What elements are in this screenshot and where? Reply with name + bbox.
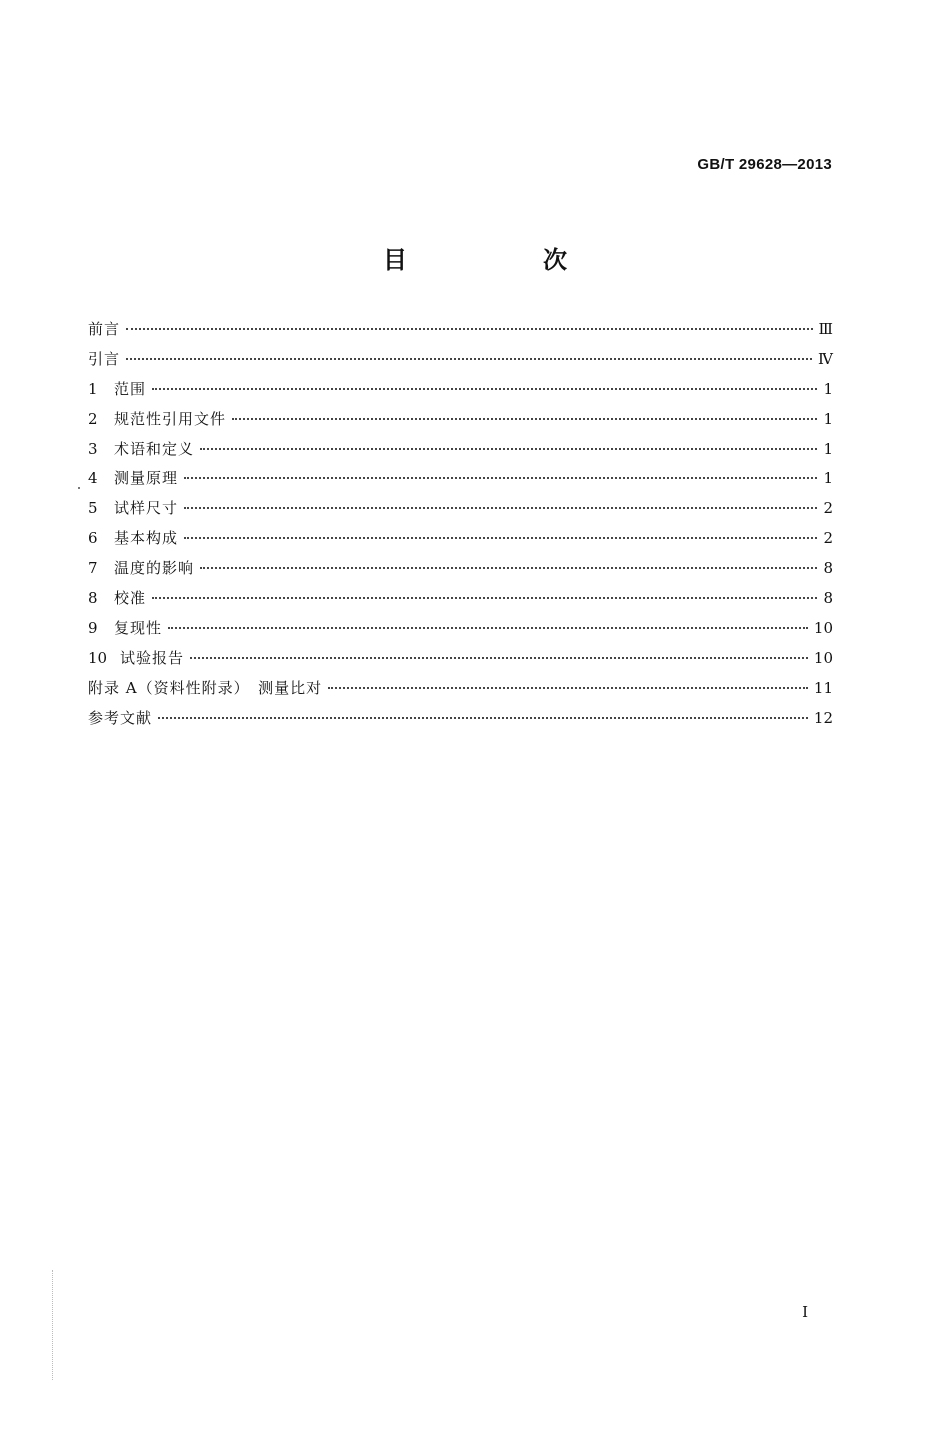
toc-item-number: 4 [88, 469, 98, 488]
dot-leader [328, 687, 808, 689]
toc-item-calibration[interactable] [88, 587, 833, 617]
dot-leader [232, 418, 817, 420]
toc-item-label: 基本构成 [114, 529, 179, 548]
dot-leader [126, 358, 812, 360]
toc-item-label: 前言 [88, 320, 121, 338]
toc-item-number: 9 [88, 618, 98, 637]
toc-item-page: 1 [823, 379, 833, 398]
table-of-contents [88, 318, 833, 736]
toc-item-scope[interactable] [88, 378, 833, 408]
toc-item-label: 温度的影响 [114, 559, 195, 578]
dot-leader [200, 567, 817, 569]
toc-item-specimen-size[interactable] [88, 497, 833, 527]
scan-artifact [52, 1270, 59, 1380]
toc-item-page: Ⅲ [818, 320, 833, 338]
dot-leader [152, 597, 817, 599]
dot-leader [190, 657, 808, 659]
toc-item-label: 引言 [88, 349, 121, 368]
dot-leader [168, 627, 808, 629]
toc-item-bibliography[interactable] [88, 707, 833, 737]
dot-leader [158, 717, 808, 719]
standard-code: GB/T 29628—2013 [697, 156, 832, 173]
toc-item-page: 10 [813, 648, 833, 667]
toc-item-foreword[interactable] [88, 318, 833, 348]
page-title: 目 次 [383, 246, 623, 274]
toc-item-label: 范围 [114, 379, 147, 398]
toc-item-page: 11 [813, 678, 833, 697]
toc-item-label: 附录 A（资料性附录） 测量比对 [88, 678, 323, 697]
toc-item-page: Ⅳ [818, 349, 833, 368]
toc-item-page: 1 [823, 469, 833, 488]
toc-item-label: 校准 [114, 589, 147, 608]
dot-leader [200, 448, 817, 450]
dot-leader [184, 477, 817, 479]
toc-item-introduction[interactable] [88, 348, 833, 378]
toc-item-temperature-influence[interactable] [88, 557, 833, 587]
dot-leader [184, 537, 817, 539]
toc-item-label: 测量原理 [114, 469, 179, 488]
toc-item-page: 1 [823, 439, 833, 458]
page-number: I [802, 1303, 808, 1321]
dot-leader [152, 388, 817, 390]
toc-item-label: 参考文献 [88, 708, 153, 727]
toc-item-terms-definitions[interactable] [88, 438, 833, 468]
toc-item-label: 规范性引用文件 [114, 409, 227, 428]
toc-item-label: 复现性 [114, 618, 163, 637]
toc-item-page: 2 [823, 529, 833, 548]
toc-item-page: 2 [823, 499, 833, 518]
toc-item-number: 5 [88, 499, 98, 518]
dot-leader [184, 507, 817, 509]
toc-item-reproducibility[interactable] [88, 617, 833, 647]
toc-item-page: 8 [823, 559, 833, 578]
toc-item-number: 2 [88, 409, 98, 428]
toc-item-page: 1 [823, 409, 833, 428]
toc-item-test-report[interactable] [88, 647, 833, 677]
toc-item-number: 3 [88, 439, 98, 458]
toc-item-number: 1 [88, 379, 98, 398]
toc-item-label: 试样尺寸 [114, 499, 179, 518]
toc-item-annex-a[interactable] [88, 677, 833, 707]
toc-item-number: 7 [88, 559, 98, 578]
toc-item-measurement-principle[interactable] [88, 467, 833, 497]
toc-item-label: 试验报告 [120, 648, 185, 667]
toc-item-page: 12 [813, 708, 833, 727]
toc-item-normative-references[interactable] [88, 408, 833, 438]
toc-item-number: 10 [88, 648, 108, 667]
dot-leader [126, 328, 813, 330]
toc-item-page: 8 [823, 589, 833, 608]
toc-item-page: 10 [813, 618, 833, 637]
toc-item-basic-composition[interactable] [88, 527, 833, 557]
toc-item-label: 术语和定义 [114, 439, 195, 458]
toc-item-number: 6 [88, 529, 98, 548]
toc-item-number: 8 [88, 589, 98, 608]
scan-artifact-dot [78, 487, 80, 489]
